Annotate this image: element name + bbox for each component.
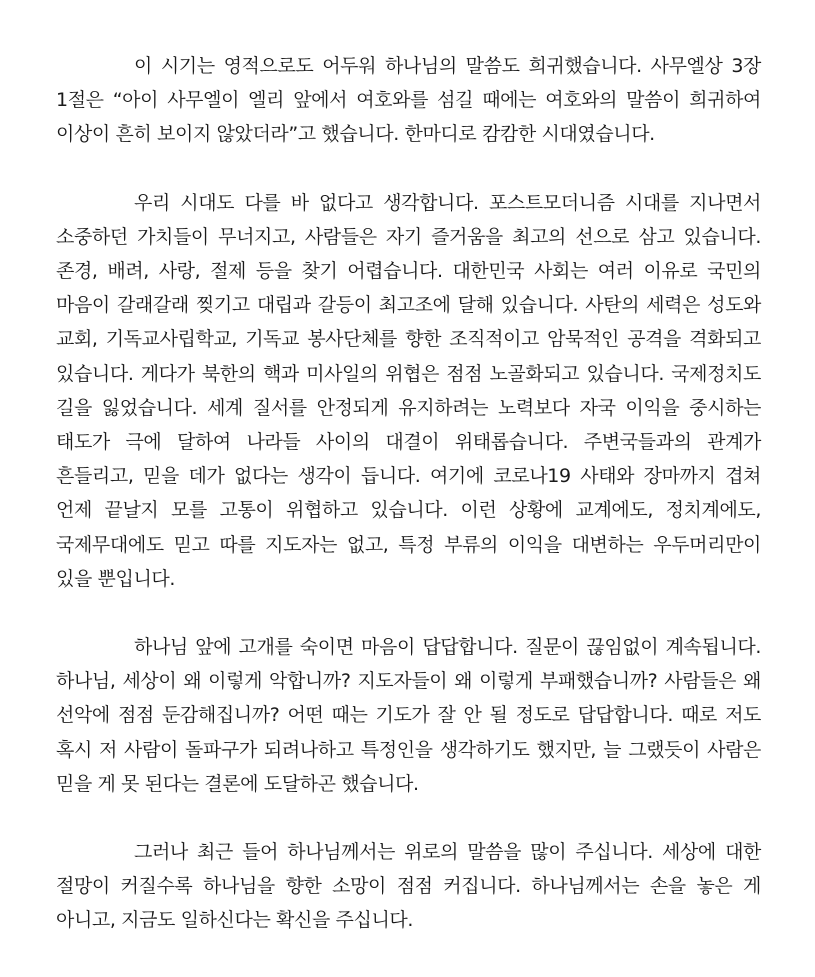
paragraph-4: 그러나 최근 들어 하나님께서는 위로의 말씀을 많이 주십니다. 세상에 대한 절망이 커질수록 하나님을 향한 소망이 점점 커집니다. 하나님께서는 손을 놓은 게 아니고, 지금도 일하신다는 확신을 주십니다. [56, 841, 761, 932]
paragraph-3: 하나님 앞에 고개를 숙이면 마음이 답답합니다. 질문이 끊임없이 계속됩니다. 하나님, 세상이 왜 이렇게 악합니까? 지도자들이 왜 이렇게 부패했습니까? 사람들은 왜 선악에 점점 둔감해집니까? 어떤 때는 기도가 잘 안 될 정도로 답답합니다. 때로 저도 혹시 저 사람이 돌파구가 되려나하고 특정인을 생각하기도 했지만, 늘 그랬듯이 사람은 믿을 게 못 된다는 결론에 도달하곤 했습니다. [56, 636, 761, 795]
paragraph-2: 우리 시대도 다를 바 없다고 생각합니다. 포스트모더니즘 시대를 지나면서 소중하던 가치들이 무너지고, 사람들은 자기 즐거움을 최고의 선으로 삼고 있습니다. 존경, 배려, 사랑, 절제 등을 찾기 어렵습니다. 대한민국 사회는 여러 이유로 국민의 마음이 갈래갈래 찢기고 대립과 갈등이 최고조에 달해 있습니다. 사탄의 세력은 성도와 교회, 기독교사립학교, 기독교 봉사단체를 향한 조직적이고 암묵적인 공격을 격화되고 있습니다. 게다가 북한의 핵과 미사일의 위협은 점점 노골화되고 있습니다. 국제정치도 길을 잃었습니다. 세계 질서를 안정되게 유지하려는 노력보다 자국 이익을 중시하는 태도가 극에 달하여 나라들 사이의 대결이 위태롭습니다. 주변국들과의 관계가 흔들리고, 믿을 데가 없다는 생각이 듭니다. 여기에 코로나19 사태와 장마까지 겹쳐 언제 끝날지 모를 고통이 위협하고 있습니다. 이런 상황에 교계에도, 정치계에도, 국제무대에도 믿고 따를 지도자는 없고, 특정 부류의 이익을 대변하는 우두머리만이 있을 뿐입니다. [56, 191, 761, 590]
paragraph-1: 이 시기는 영적으로도 어두워 하나님의 말씀도 희귀했습니다. 사무엘상 3장 1절은 “아이 사무엘이 엘리 앞에서 여호와를 섬길 때에는 여호와의 말씀이 희귀하여 이상이 흔히 보이지 않았더라”고 했습니다. 한마디로 캄캄한 시대였습니다. [56, 55, 761, 146]
